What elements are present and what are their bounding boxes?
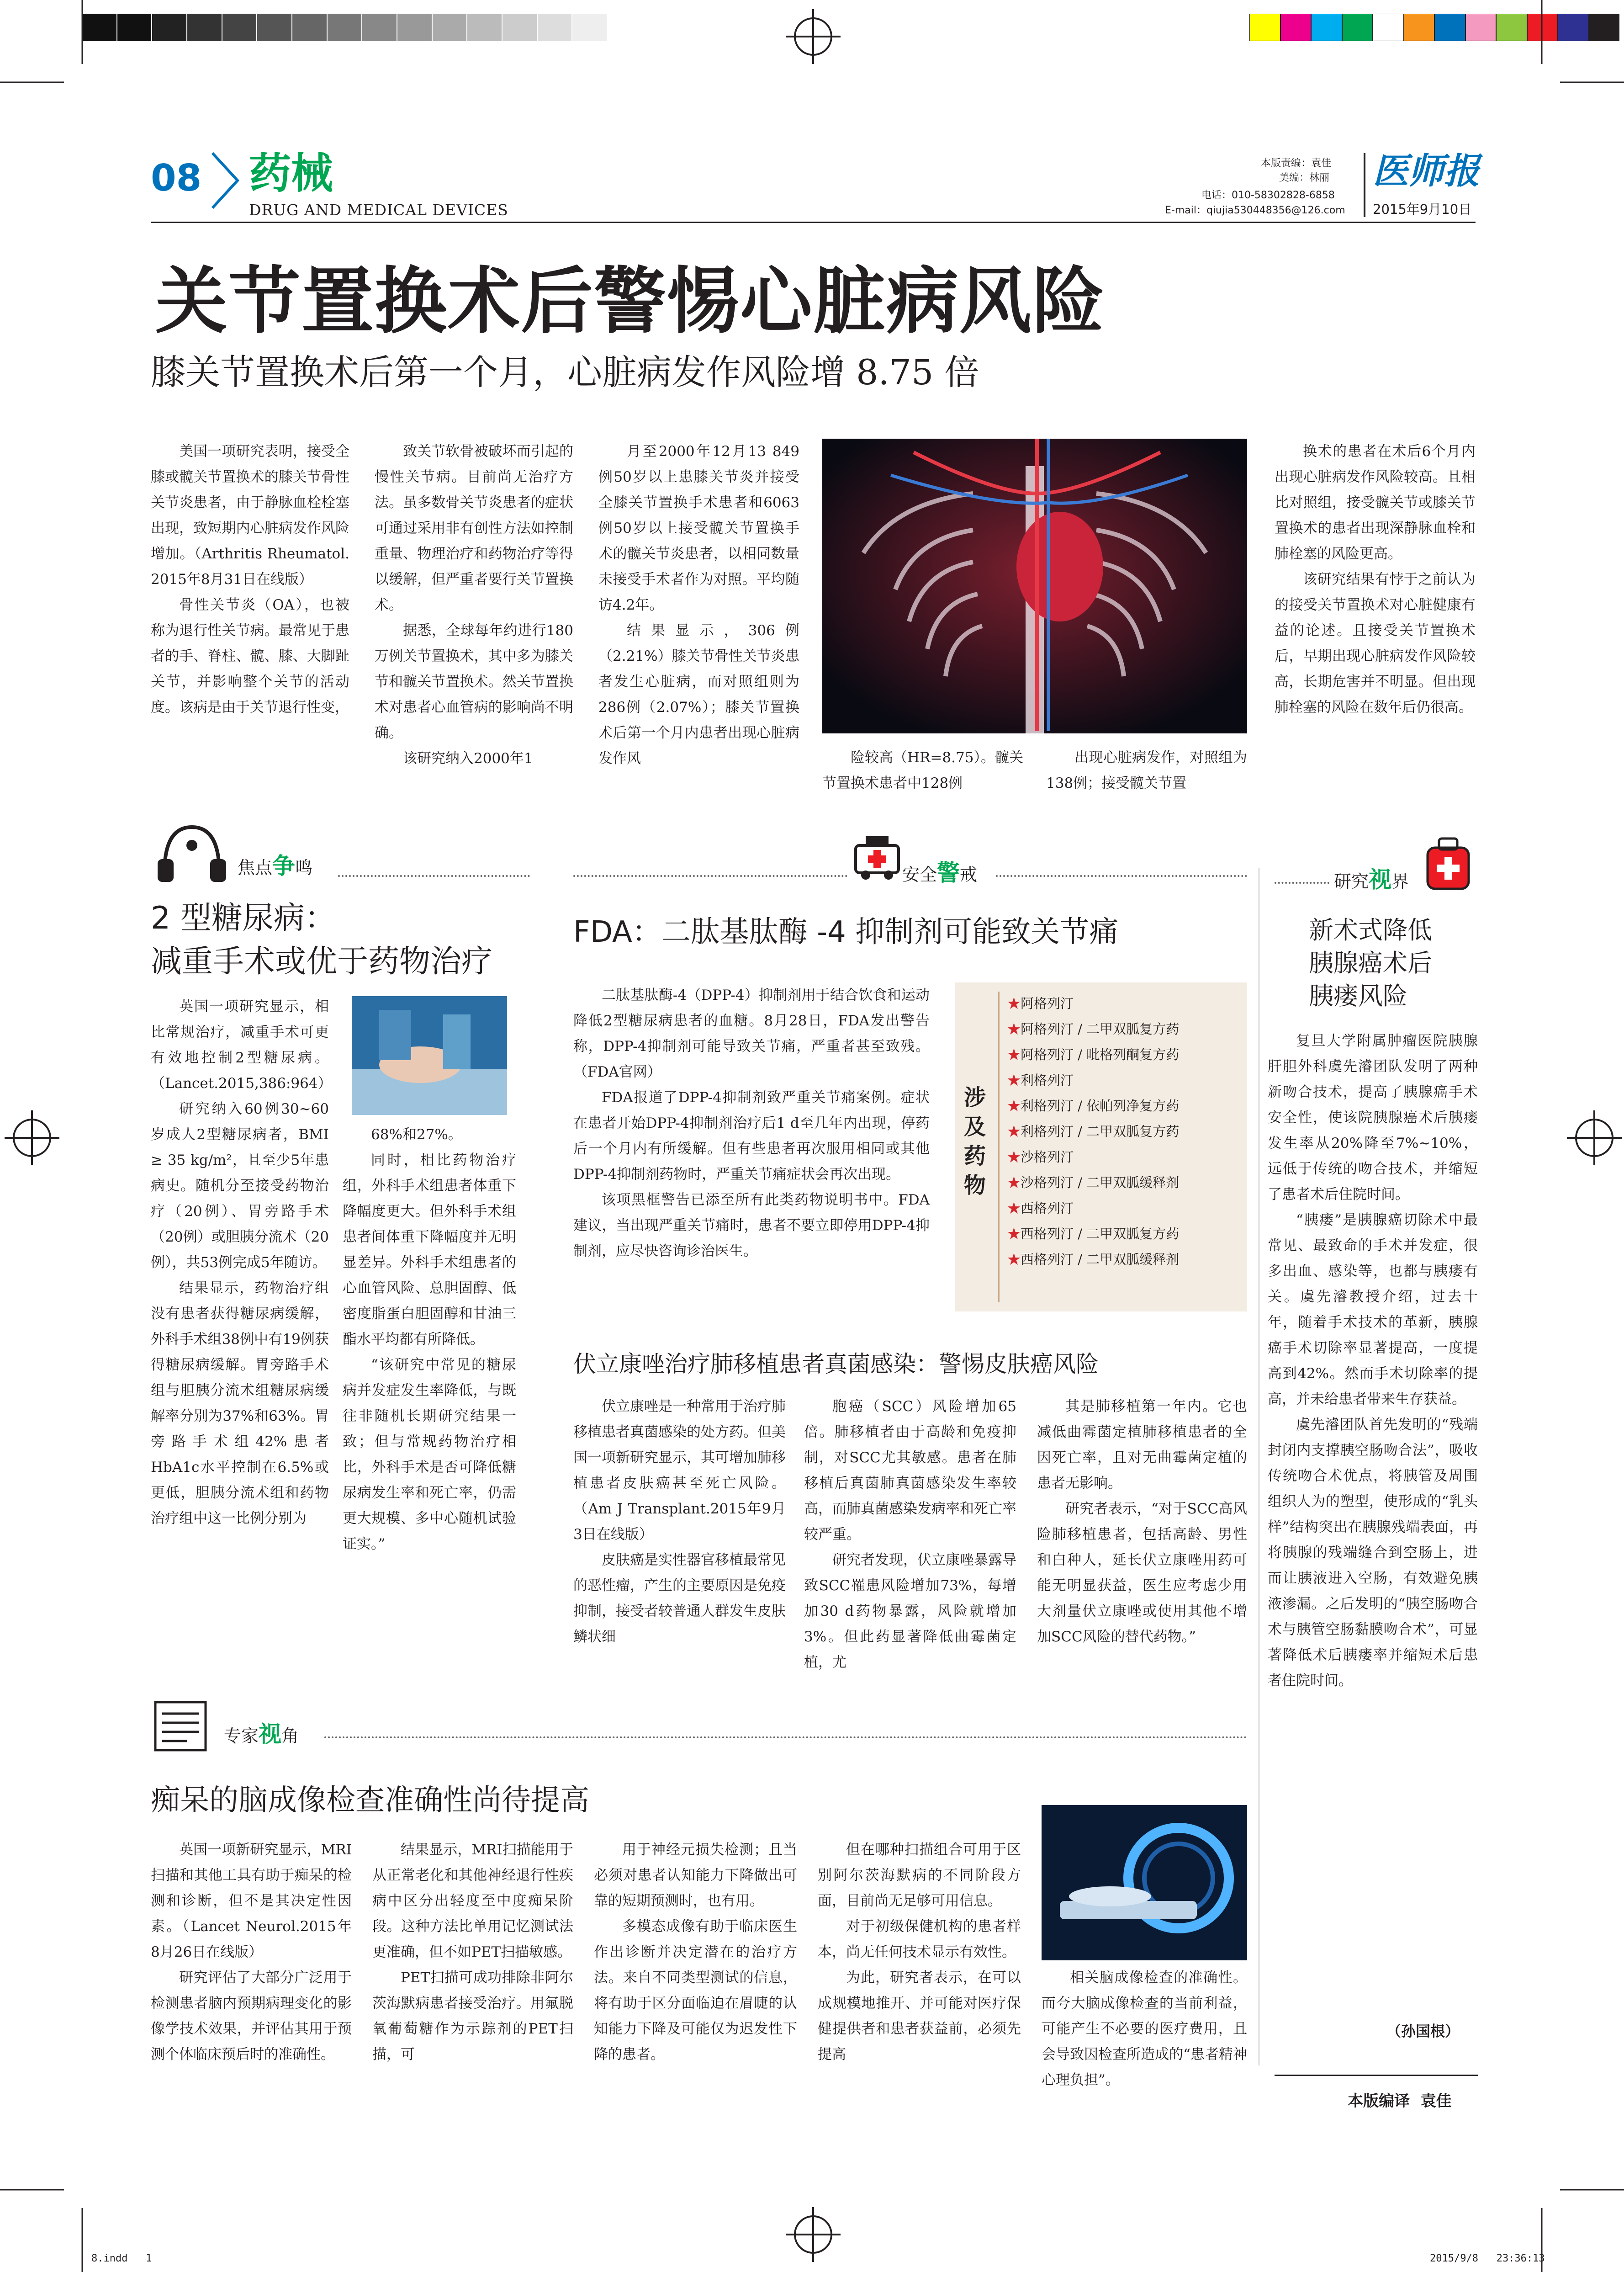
focus-title-line2: 减重手术或优于药物治疗 (151, 944, 493, 980)
focus-colA-paragraph: 结果显示，药物治疗组没有患者获得糖尿病缓解，外科手术组38例中有19例获得糖尿病缓解。胃旁路手术组与胆胰分流术组糖尿病缓解率分别为37%和63%。胃旁路手术组42%患者HbA1c水平控制在6.5%或更低，胆胰分流术组和药物治疗组中这一比例分别为 (151, 1280, 329, 1527)
expert-col3-paragraph: 用于神经元损失检测；且当必须对患者认知能力下降做出可靠的短期预测时，也有用。 (594, 1842, 797, 1909)
expert-column-4 (818, 1837, 1021, 2067)
surgery-photo (352, 996, 507, 1115)
expert-col4-paragraph: 为此，研究者表示，在可以成规模地推开、并可能对医疗保健提供者和患者获益前，必须先提高 (818, 1969, 1021, 2063)
lead-col2-paragraph: 该研究纳入2000年1 (403, 750, 533, 767)
header-divider (1364, 153, 1365, 217)
expert-column-3 (594, 1837, 797, 2067)
safety-tag-post: 戒 (960, 865, 978, 885)
research-tag-pre: 研究 (1334, 871, 1369, 892)
lead-column-6 (1275, 439, 1476, 800)
star-icon: ★ (1007, 1252, 1021, 1267)
fungal-column-1 (573, 1394, 786, 1650)
lead-col2-paragraph: 致关节软骨被破坏而引起的慢性关节病。目前尚无治疗方法。虽多数骨关节炎患者的症状可通过采用非有创性方法如控制重量、物理治疗和药物治疗等得以缓解，但严重者要行关节置换术。 (375, 443, 573, 613)
drug-name: 西格列汀 / 二甲双胍复方药 (1021, 1226, 1180, 1242)
expert-col4-paragraph: 但在哪种扫描组合可用于区别阿尔茨海默病的不同阶段方面，目前尚无足够可用信息。 (818, 1842, 1021, 1909)
drug-list-item (1007, 1093, 1179, 1119)
safety-tag-hl: 警 (937, 860, 960, 886)
expert-col3-paragraph: 多模态成像有助于临床医生作出诊断并决定潜在的治疗方法。来自不同类型测试的信息，将有助于区分面临迫在眉睫的认知能力下降及可能仅为迟发性下降的患者。 (594, 1918, 797, 2063)
expert-dotted-rule (324, 1736, 1247, 1738)
lead-column-1 (151, 439, 349, 800)
drug-box-label: 涉及药物 (964, 1085, 986, 1198)
star-icon: ★ (1007, 1124, 1021, 1139)
fungal-column-3 (1037, 1394, 1247, 1650)
ambulance-icon (852, 832, 902, 882)
lead-col6-paragraph: 该研究结果有悖于之前认为的接受关节置换术对心脏健康有益的论述。且接受关节置换术后，早期出现心脏病发作风险较高，长期危害并不明显。但出现肺栓塞的风险在数年后仍很高。 (1275, 571, 1476, 716)
research-body (1268, 1028, 1478, 1693)
lead-column-5 (1046, 745, 1247, 796)
drug-name: 沙格列汀 (1021, 1149, 1074, 1165)
fungal-col1-paragraph: 伏立康唑是一种常用于治疗肺移植患者真菌感染的处方药。但美国一项新研究显示，其可增加肺移植患者皮肤癌甚至死亡风险。（Am J Transplant.2015年9月3日在线版） (573, 1398, 786, 1543)
drug-box (955, 982, 1247, 1311)
focus-colA-paragraph: 英国一项研究显示，相比常规治疗，减重手术可更有效地控制2型糖尿病。（Lancet.2015,386:964） (151, 998, 332, 1092)
research-section-tag (1334, 868, 1409, 893)
expert-column-5 (1042, 1965, 1247, 2093)
focus-tag-pre: 焦点 (238, 858, 273, 878)
lead-col1-paragraph: 美国一项研究表明，接受全膝或髋关节置换术的膝关节骨性关节炎患者，由于静脉血栓栓塞出现，致短期内心脏病发作风险增加。（Arthritis Rheumatol. 2015年8月31日在线版） (151, 443, 349, 588)
issue-date: 2015年9月10日 (1373, 202, 1472, 217)
focus-colB-paragraph: 68%和27%。 (371, 1126, 462, 1143)
expert-column-2 (372, 1837, 573, 2067)
research-body-paragraph: 虞先濬团队首先发明的“残端封闭内支撑胰空肠吻合法”，吸收传统吻合术优点，将胰管及周围组织人为的塑型，使形成的“乳头样”结构突出在胰腺残端表面，再将胰腺的残端缝合到空肠上，进而让胰液进入空肠，有效避免胰液渗漏。之后发明的“胰空肠吻合术与胰管空肠黏膜吻合术”，可显著降低术后胰瘘率并缩短术后患者住院时间。 (1268, 1417, 1478, 1689)
expert-col2-paragraph: PET扫描可成功排除非阿尔茨海默病患者接受治疗。用氟脱氧葡萄糖作为示踪剂的PET扫描，可 (372, 1969, 573, 2063)
drug-list-item (1007, 1247, 1179, 1272)
drug-list-item (1007, 1042, 1179, 1067)
fungal-col3-paragraph: 其是肺移植第一年内。它也减低曲霉菌定植肺移植患者的全因死亡率，且对无曲霉菌定植的患者无影响。 (1037, 1398, 1247, 1492)
focus-dotted-rule (338, 875, 530, 877)
focus-column-a (151, 994, 332, 1531)
slug-right: 2015/9/8 23:36:13 (1430, 2253, 1545, 2264)
footer-rule (1275, 2075, 1478, 2076)
mri-scanner-photo (1042, 1805, 1247, 1960)
star-icon: ★ (1007, 996, 1021, 1011)
research-headline-line2: 胰腺癌术后 (1309, 949, 1432, 977)
focus-tag-post: 鸣 (295, 858, 313, 878)
safety-dotted-rule-left (573, 875, 847, 877)
lead-col3-paragraph: 结果显示，306例（2.21%）膝关节骨性关节炎患者发生心脏病，而对照组则为286例（2.07%）；膝关节置换术后第一个月内患者出现心脏病发作风 (598, 622, 799, 767)
research-body-paragraph: 复旦大学附属肿瘤医院胰腺肝胆外科虞先濬团队发明了两种新吻合技术，提高了胰腺癌手术安全性，使该院胰腺癌术后胰瘘发生率从20%降至7%~10%，远低于传统的吻合技术，并缩短了患者术后住院时间。 (1268, 1033, 1478, 1203)
drug-list-item (1007, 1144, 1179, 1170)
section-subtitle-en: DRUG AND MEDICAL DEVICES (249, 201, 508, 219)
fungal-col2-paragraph: 研究者发现，伏立康唑暴露导致SCC罹患风险增加73%，每增加30 d药物暴露，风险就增加3%。但此药显著降低曲霉菌定植，尤 (804, 1552, 1016, 1671)
drug-list-item (1007, 1221, 1179, 1247)
drug-name: 西格列汀 / 二甲双胍缓释剂 (1021, 1252, 1180, 1267)
focus-column-b (343, 1122, 516, 1557)
drug-list-item (1007, 1016, 1179, 1042)
drug-box-divider (998, 992, 1000, 1302)
star-icon: ★ (1007, 1021, 1021, 1037)
art-editor-credit: 美编：林丽 (1279, 172, 1330, 184)
star-icon: ★ (1007, 1175, 1021, 1190)
safety-tag-pre: 安全 (902, 865, 937, 885)
lead-col3-paragraph: 月至2000年12月13 849例50岁以上患膝关节炎并接受全膝关节置换手术患者和6063例50岁以上接受髋关节置换手术的髋关节炎患者，以相同数量未接受手术者作为对照。平均随访4.2年。 (598, 443, 799, 613)
expert-col2-paragraph: 结果显示，MRI扫描能用于从正常老化和其他神经退行性疾病中区分出轻度至中度痴呆阶段。这种方法比单用记忆测试法更准确，但不如PET扫描敏感。 (372, 1842, 573, 1960)
safety-section-tag (902, 861, 977, 886)
expert-section-tag (224, 1723, 299, 1747)
safety-body (573, 982, 930, 1264)
page-number: 08 (151, 157, 202, 199)
star-icon: ★ (1007, 1149, 1021, 1165)
expert-column-1 (151, 1837, 352, 2067)
fungal-column-2 (804, 1394, 1016, 1675)
fungal-headline: 伏立康唑治疗肺移植患者真菌感染：警惕皮肤癌风险 (573, 1351, 1099, 1377)
research-body-paragraph: “胰瘘”是胰腺癌切除术中最常见、最致命的手术并发症，很多出血、感染等，也都与胰瘘有关。虞先濬教授介绍，过去十年，随着手术技术的革新，胰腺癌手术切除率显著提高，一度提高到42%。然而手术切除率的提高，并未给患者带来生存获益。 (1268, 1212, 1478, 1407)
focus-section-tag (238, 855, 312, 879)
section-title: 药械 (249, 149, 333, 198)
expert-tag-hl: 视 (259, 1721, 282, 1747)
star-icon: ★ (1007, 1047, 1021, 1062)
drug-list (1007, 991, 1179, 1272)
drug-name: 沙格列汀 / 二甲双胍缓释剂 (1021, 1175, 1180, 1190)
lead-column-2 (375, 439, 573, 800)
safety-body-paragraph: 二肽基肽酶-4（DPP-4）抑制剂用于结合饮食和运动降低2型糖尿病患者的血糖。8月28日，FDA发出警告称，DPP-4抑制剂可能导致关节痛，严重者甚至致残。（FDA官网） (573, 987, 930, 1080)
safety-dotted-rule-right (996, 875, 1247, 877)
safety-headline: FDA：二肽基肽酶 -4 抑制剂可能致关节痛 (573, 915, 1119, 949)
fungal-col2-paragraph: 胞癌（SCC）风险增加65倍。肺移植者由于高龄和免疫抑制，对SCC尤其敏感。患者在肺移植后真菌肺真菌感染发生率较高，而肺真菌感染发病率和死亡率较严重。 (804, 1398, 1016, 1543)
expert-col5-paragraph: 相关脑成像检查的准确性。而夸大脑成像检查的当前利益，可能产生不必要的医疗费用，且会导致因检查所造成的“患者精神心理负担”。 (1042, 1969, 1247, 2088)
drug-list-item (1007, 1195, 1179, 1221)
lead-col1-paragraph: 骨性关节炎（OA），也被称为退行性关节病。最常见于患者的手、脊柱、髋、膝、大脚趾关节，并影响整个关节的活动度。该病是由于关节退行性变， (151, 597, 349, 716)
focus-colA-paragraph: 研究纳入60例30~60岁成人2型糖尿病者，BMI ≥ 35 kg/m²，且至少5年患病史。随机分至接受药物治疗（20例）、胃旁路手术（20例）或胆胰分流术（20例），共53例完成5年随访。 (151, 1101, 329, 1271)
research-dotted-rule (1275, 882, 1329, 884)
medical-kit-icon (1423, 836, 1473, 891)
focus-colB-paragraph: 同时，相比药物治疗组，外科手术组患者体重下降幅度更大。但外科手术组患者间体重下降幅度并无明显差异。外科手术组患者的心血管风险、总胆固醇、低密度脂蛋白胆固醇和甘油三酯水平均都有所降低。 (343, 1152, 516, 1348)
research-headline-line3: 胰瘘风险 (1309, 982, 1407, 1010)
expert-tag-pre: 专家 (224, 1726, 259, 1746)
star-icon: ★ (1007, 1098, 1021, 1114)
research-tag-post: 界 (1391, 871, 1409, 892)
drug-list-item (1007, 1067, 1179, 1093)
newspaper-logo: 医师报 (1373, 150, 1480, 192)
email: E-mail：qiujia530448356@126.com (1165, 205, 1345, 216)
drug-name: 利格列汀 / 依帕列净复方药 (1021, 1098, 1180, 1114)
lead-col5-paragraph: 出现心脏病发作，对照组为138例；接受髋关节置 (1046, 749, 1247, 791)
drug-name: 利格列汀 / 二甲双胍复方药 (1021, 1124, 1180, 1139)
drug-list-item (1007, 1119, 1179, 1144)
drug-name: 利格列汀 (1021, 1072, 1074, 1088)
research-author: （孙国根） (1386, 2023, 1460, 2040)
headphones-icon (151, 818, 233, 887)
fungal-col1-paragraph: 皮肤癌是实性器官移植最常见的恶性瘤，产生的主要原因是免疫抑制，接受者较普通人群发生皮肤鳞状细 (573, 1552, 786, 1645)
expert-col1-paragraph: 研究评估了大部分广泛用于检测患者脑内预期病理变化的影像学技术效果，并评估其用于预测个体临床预后时的准确性。 (151, 1969, 352, 2063)
focus-colB-paragraph: “该研究中常见的糖尿病并发症发生率降低，与既往非随机长期研究结果一致；但与常规药物治疗相比，外科手术是否可降低糖尿病发生率和死亡率，仍需更大规模、多中心随机试验证实。” (343, 1357, 516, 1552)
star-icon: ★ (1007, 1200, 1021, 1216)
expert-tag-post: 角 (281, 1726, 299, 1746)
expert-col4-paragraph: 对于初级保健机构的患者样本，尚无任何技术显示有效性。 (818, 1918, 1021, 1960)
focus-tag-hl: 争 (272, 853, 296, 879)
drug-list-item (1007, 1170, 1179, 1195)
star-icon: ★ (1007, 1072, 1021, 1088)
star-icon: ★ (1007, 1226, 1021, 1242)
footer-credit: 本版编译 袁佳 (1348, 2092, 1452, 2110)
newspaper-icon (151, 1695, 215, 1755)
phone: 电话：010-58302828-6858 (1201, 190, 1335, 201)
lead-col2-paragraph: 据悉，全球每年约进行180万例关节置换术，其中多为膝关节和髋关节置换术。然关节置换术对患者心血管病的影响尚不明确。 (375, 622, 573, 741)
research-headline (1309, 914, 1432, 1013)
header-rule (151, 222, 1476, 223)
lead-col4-paragraph: 险较高（HR=8.75）。髋关节置换术患者中128例 (822, 749, 1023, 791)
lead-col6-paragraph: 换术的患者在术后6个月内出现心脏病发作风险较高。且相比对照组，接受髋关节或膝关节置换术的患者出现深静脉血栓和肺栓塞的风险更高。 (1275, 443, 1476, 562)
fungal-col3-paragraph: 研究者表示，“对于SCC高风险肺移植患者，包括高龄、男性和白种人，延长伏立康唑用药可能无明显获益，医生应考虑少用大剂量伏立康唑或使用其他不增加SCC风险的替代药物。” (1037, 1501, 1247, 1645)
drug-name: 阿格列汀 (1021, 996, 1074, 1011)
page-chevron-icon (208, 151, 244, 210)
lead-headline: 关节置换术后警惕心脏病风险 (155, 260, 1106, 344)
research-headline-line1: 新术式降低 (1309, 916, 1432, 945)
focus-title-line1: 2 型糖尿病： (151, 900, 336, 936)
drug-name: 阿格列汀 / 吡格列酮复方药 (1021, 1047, 1180, 1062)
expert-col1-paragraph: 英国一项新研究显示，MRI扫描和其他工具有助于痴呆的检测和诊断，但不是其决定性因素。（Lancet Neurol.2015年8月26日在线版） (151, 1842, 352, 1960)
drug-name: 西格列汀 (1021, 1200, 1074, 1216)
slug-left: 8.indd 1 (91, 2253, 152, 2264)
lead-column-4 (822, 745, 1023, 796)
lead-column-3 (598, 439, 799, 800)
safety-body-paragraph: 该项黑框警告已添至所有此类药物说明书中。FDA建议，当出现严重关节痛时，患者不要立即停用DPP-4抑制剂，应尽快咨询诊治医生。 (573, 1192, 930, 1259)
skeleton-heart-illustration (822, 439, 1247, 733)
expert-headline: 痴呆的脑成像检查准确性尚待提高 (151, 1784, 589, 1817)
lead-subheadline: 膝关节置换术后第一个月，心脏病发作风险增 8.75 倍 (151, 352, 979, 393)
drug-name: 阿格列汀 / 二甲双胍复方药 (1021, 1021, 1180, 1037)
safety-body-paragraph: FDA报道了DPP-4抑制剂致严重关节痛案例。症状在患者开始DPP-4抑制剂治疗后1 d至几年内出现，停药后一个月内有所缓解。但有些患者再次服用相同或其他DPP-4抑制剂药物时，严重关节痛症状会再次出现。 (573, 1089, 930, 1183)
editor-credit: 本版责编：袁佳 (1261, 158, 1332, 169)
research-tag-hl: 视 (1369, 866, 1392, 893)
drug-list-item (1007, 991, 1179, 1016)
